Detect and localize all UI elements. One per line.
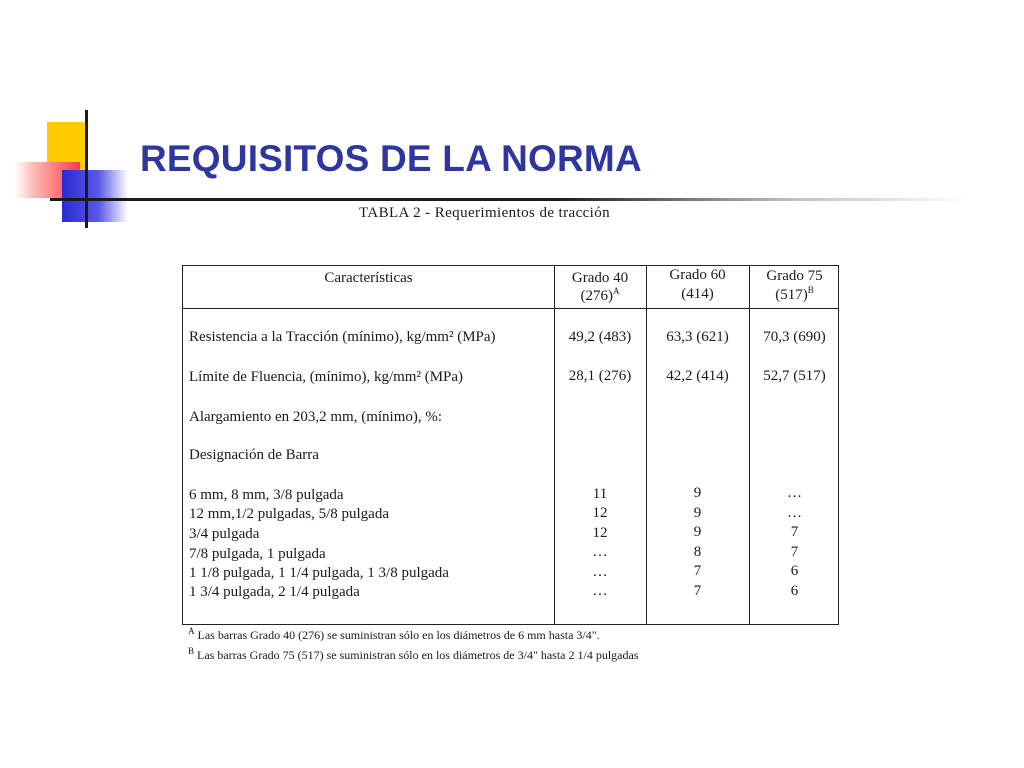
cell-grade75: 6 — [790, 563, 799, 579]
footnote-a — [188, 626, 600, 643]
cell-grade60: 42,2 (414) — [666, 368, 729, 384]
cell-grade60: 9 — [693, 485, 702, 501]
cell-grade75: … — [787, 505, 802, 521]
cell-grade60: 7 — [693, 583, 702, 599]
tension-requirements-table — [182, 265, 839, 625]
cell-grade75: 52,7 (517) — [763, 368, 826, 384]
header-grade40-value: $(276)^A$ — [580, 286, 620, 304]
row-label: Límite de Fluencia, (mínimo), kg/mm² (MPa) — [189, 369, 464, 385]
logo-vertical-line — [85, 110, 88, 228]
footnote-text: Las barras Grado 40 (276) se suministran sólo en los diámetros de 6 mm hasta 3/4". — [197, 628, 600, 642]
cell-grade40: 12 — [592, 525, 608, 541]
row-label: 3/4 pulgada — [189, 526, 260, 542]
header-grade60-name: Grado 60 — [669, 267, 726, 283]
cell-grade40: … — [592, 544, 608, 560]
footnote-mark: B — [188, 646, 195, 656]
cell-grade75: 70,3 (690) — [763, 329, 826, 345]
cell-grade60: 9 — [693, 505, 702, 521]
footnote-mark: A — [188, 626, 195, 636]
cell-grade60: 7 — [693, 563, 702, 579]
cell-grade40: 12 — [592, 505, 608, 521]
logo-blue-square — [62, 170, 128, 222]
cell-grade75: … — [787, 485, 802, 501]
row-label: Designación de Barra — [189, 447, 319, 463]
footnote-text: Las barras Grado 75 (517) se suministran sólo en los diámetros de 3/4" hasta 2 1/4 pulgadas — [197, 648, 639, 662]
cell-grade75: 7 — [790, 524, 799, 540]
cell-grade40: 11 — [592, 486, 608, 502]
cell-grade40: 28,1 (276) — [568, 368, 632, 384]
cell-grade40: … — [592, 583, 608, 599]
footnote-b — [188, 646, 639, 663]
cell-grade75: 6 — [790, 583, 799, 599]
cell-grade40: … — [592, 564, 608, 580]
header-grade75-value: $(517)^B$ — [775, 285, 814, 303]
cell-grade60: 8 — [693, 544, 702, 560]
slide-logo — [0, 0, 160, 240]
header-divider — [183, 308, 838, 309]
title-underline — [50, 198, 970, 201]
row-label: 12 mm,1/2 pulgadas, 5/8 pulgada — [189, 506, 389, 522]
header-grade40-name: Grado 40 — [571, 270, 629, 286]
row-label: Resistencia a la Tracción (mínimo), kg/mm² (MPa) — [189, 329, 496, 345]
row-label: 6 mm, 8 mm, 3/8 pulgada — [189, 487, 344, 503]
cell-grade75: 7 — [790, 544, 799, 560]
header-grade60-value: (414) — [681, 286, 714, 302]
header-characteristics: Características — [324, 270, 413, 286]
row-label: 7/8 pulgada, 1 pulgada — [189, 546, 326, 562]
row-label: 1 1/8 pulgada, 1 1/4 pulgada, 1 3/8 pulgada — [189, 565, 449, 581]
cell-grade60: 63,3 (621) — [666, 329, 729, 345]
cell-grade40: 49,2 (483) — [568, 329, 632, 345]
cell-grade60: 9 — [693, 524, 702, 540]
table-caption: TABLA 2 - Requerimientos de tracción — [359, 205, 611, 221]
footnote-ref-b: B — [807, 285, 814, 295]
row-label: Alargamiento en 203,2 mm, (mínimo), %: — [189, 409, 443, 425]
footnote-ref-a: A — [613, 286, 620, 296]
page-title: REQUISITOS DE LA NORMA — [140, 138, 642, 179]
row-label: 1 3/4 pulgada, 2 1/4 pulgada — [189, 584, 360, 600]
header-grade75-name: Grado 75 — [766, 268, 823, 284]
